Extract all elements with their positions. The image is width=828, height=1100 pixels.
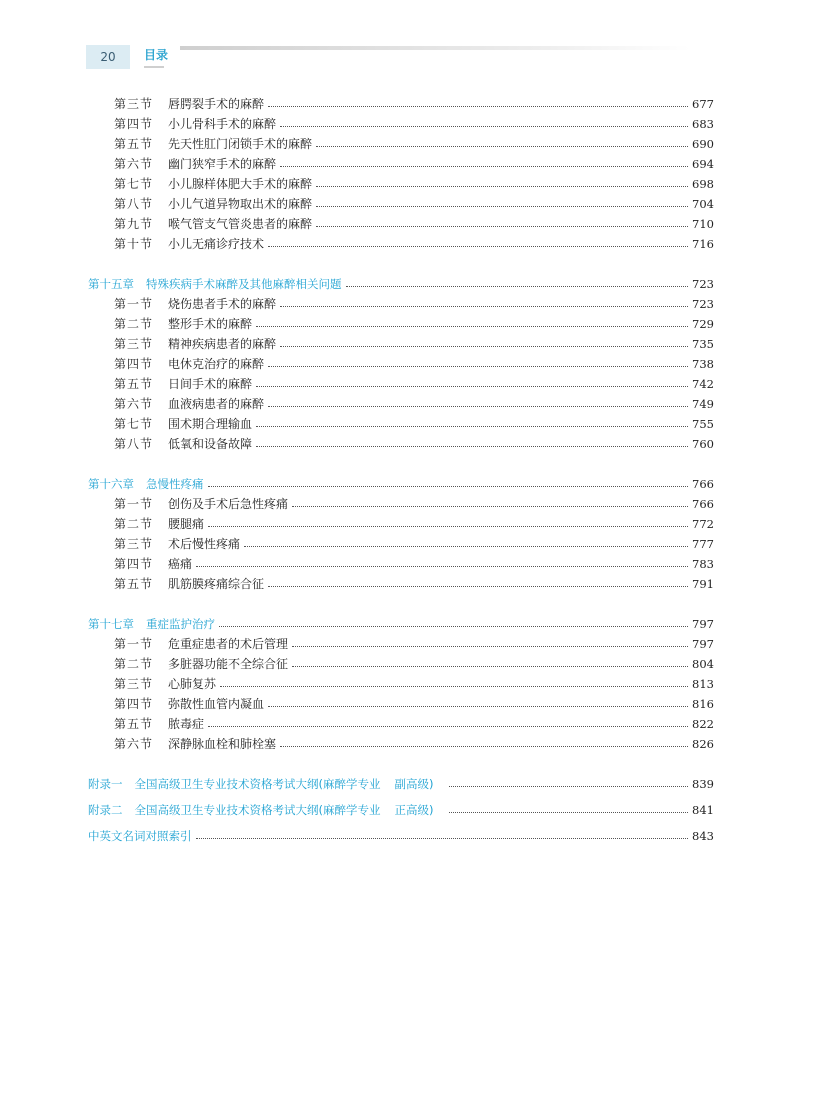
dot-leader	[316, 145, 688, 147]
dot-leader	[256, 325, 688, 327]
section-title: 围术期合理输血	[168, 417, 253, 431]
section-page: 813	[692, 677, 714, 691]
section-title: 癌痛	[168, 557, 193, 571]
section-page: 783	[692, 557, 714, 571]
dot-leader	[316, 205, 688, 207]
section-number: 第十节	[114, 237, 154, 251]
section-page: 760	[692, 437, 714, 451]
toc-section-row[interactable]	[114, 294, 714, 314]
section-number: 第九节	[114, 217, 154, 231]
section-page: 755	[692, 417, 714, 431]
section-title: 精神疾病患者的麻醉	[168, 337, 277, 351]
dot-leader	[280, 125, 688, 127]
dot-leader	[268, 365, 688, 367]
section-number: 第七节	[114, 417, 154, 431]
toc-index-row[interactable]	[88, 826, 714, 846]
appendix-title-main: 全国高级卫生专业技术资格考试大纲(麻醉学专业	[134, 777, 381, 791]
section-number: 第一节	[114, 497, 154, 511]
section-title: 弥散性血管内凝血	[168, 697, 265, 711]
dot-leader	[268, 245, 688, 247]
section-title: 腰腿痛	[168, 517, 205, 531]
chapter-number: 第十五章	[88, 277, 134, 291]
section-page: 797	[692, 637, 714, 651]
toc-appendix-row[interactable]	[88, 774, 714, 794]
section-page: 777	[692, 537, 714, 551]
dot-leader	[268, 705, 688, 707]
section-page: 735	[692, 337, 714, 351]
toc-section-row[interactable]	[114, 514, 714, 534]
appendix-title	[135, 800, 434, 820]
section-title: 电休克治疗的麻醉	[168, 357, 265, 371]
dot-leader	[196, 837, 689, 839]
section-title: 整形手术的麻醉	[168, 317, 253, 331]
section-page: 804	[692, 657, 714, 671]
section-number: 第四节	[114, 117, 154, 131]
section-number: 第三节	[114, 537, 154, 551]
dot-leader	[244, 545, 688, 547]
toc-section-row[interactable]	[114, 214, 714, 234]
section-title: 创伤及手术后急性疼痛	[168, 497, 289, 511]
page-number-badge: 20	[86, 45, 130, 69]
chapter-page: 797	[692, 617, 714, 631]
toc-section-row[interactable]	[114, 134, 714, 154]
chapter-number: 第十六章	[88, 477, 134, 491]
dot-leader	[256, 445, 688, 447]
section-number: 第五节	[114, 377, 154, 391]
section-number: 第五节	[114, 717, 154, 731]
toc-section-row[interactable]	[114, 94, 714, 114]
appendix-title-level: 正高级)	[394, 803, 434, 817]
dot-leader	[316, 185, 688, 187]
section-page: 749	[692, 397, 714, 411]
dot-leader	[280, 305, 688, 307]
toc-section-row[interactable]	[114, 354, 714, 374]
section-title: 烧伤患者手术的麻醉	[168, 297, 277, 311]
toc-section-row[interactable]	[114, 314, 714, 334]
appendix-title-main: 全国高级卫生专业技术资格考试大纲(麻醉学专业	[134, 803, 381, 817]
section-title: 小儿骨科手术的麻醉	[168, 117, 277, 131]
toc-section-row[interactable]	[114, 554, 714, 574]
section-title: 唇腭裂手术的麻醉	[168, 97, 265, 111]
section-page: 716	[692, 237, 714, 251]
toc-section-row[interactable]	[114, 694, 714, 714]
section-title: 术后慢性疼痛	[168, 537, 241, 551]
dot-leader	[208, 485, 689, 487]
page-header	[0, 0, 828, 80]
section-number: 第二节	[114, 317, 154, 331]
section-page: 816	[692, 697, 714, 711]
appendix-number: 附录二	[88, 803, 123, 817]
section-title: 血液病患者的麻醉	[168, 397, 265, 411]
section-number: 第五节	[114, 577, 154, 591]
section-number: 第六节	[114, 737, 154, 751]
toc-section-row[interactable]	[114, 334, 714, 354]
header-tick	[144, 66, 164, 68]
toc-section-row[interactable]	[114, 434, 714, 454]
toc-section-row[interactable]	[114, 574, 714, 594]
chapter-page: 723	[692, 277, 714, 291]
section-page: 698	[692, 177, 714, 191]
section-number: 第四节	[114, 557, 154, 571]
dot-leader	[256, 385, 688, 387]
toc-section-row[interactable]	[114, 494, 714, 514]
section-title: 先天性肛门闭锁手术的麻醉	[168, 137, 313, 151]
toc-section-row[interactable]	[114, 674, 714, 694]
toc-chapter-row[interactable]	[88, 614, 714, 634]
section-number: 第二节	[114, 517, 154, 531]
section-title: 低氧和设备故障	[168, 437, 253, 451]
section-page: 683	[692, 117, 714, 131]
toc-section-row[interactable]	[114, 634, 714, 654]
dot-leader	[280, 165, 688, 167]
toc-section-row[interactable]	[114, 654, 714, 674]
dot-leader	[208, 525, 688, 527]
section-page: 723	[692, 297, 714, 311]
section-number: 第八节	[114, 197, 154, 211]
section-title: 小儿无痛诊疗技术	[168, 237, 265, 251]
section-title: 小儿腺样体肥大手术的麻醉	[168, 177, 313, 191]
section-title: 日间手术的麻醉	[168, 377, 253, 391]
toc-section-row[interactable]	[114, 374, 714, 394]
toc-section-row[interactable]	[114, 154, 714, 174]
index-title: 中英文名词对照索引	[88, 829, 192, 843]
dot-leader	[280, 345, 688, 347]
section-page: 690	[692, 137, 714, 151]
section-number: 第六节	[114, 397, 154, 411]
appendix-page: 839	[692, 777, 714, 791]
section-title: 幽门狭窄手术的麻醉	[168, 157, 277, 171]
section-number: 第一节	[114, 297, 154, 311]
section-number: 第四节	[114, 697, 154, 711]
toc-section-row[interactable]	[114, 394, 714, 414]
toc-chapter-row[interactable]	[88, 274, 714, 294]
dot-leader	[449, 811, 688, 813]
section-page: 704	[692, 197, 714, 211]
section-title: 多脏器功能不全综合征	[168, 657, 289, 671]
chapter-page: 766	[692, 477, 714, 491]
section-number: 第三节	[114, 337, 154, 351]
section-page: 791	[692, 577, 714, 591]
dot-leader	[256, 425, 688, 427]
toc-section-row[interactable]	[114, 534, 714, 554]
dot-leader	[346, 285, 689, 287]
dot-leader	[208, 725, 688, 727]
toc-section-row[interactable]	[114, 114, 714, 134]
dot-leader	[268, 105, 688, 107]
appendix-number: 附录一	[88, 777, 123, 791]
section-title: 喉气管支气管炎患者的麻醉	[168, 217, 313, 231]
section-page: 729	[692, 317, 714, 331]
section-page: 826	[692, 737, 714, 751]
toc-section-row[interactable]	[114, 174, 714, 194]
section-number: 第七节	[114, 177, 154, 191]
section-page: 822	[692, 717, 714, 731]
section-page: 694	[692, 157, 714, 171]
section-page: 677	[692, 97, 714, 111]
section-number: 第三节	[114, 97, 154, 111]
chapter-title: 特殊疾病手术麻醉及其他麻醉相关问题	[146, 277, 342, 291]
section-title: 心肺复苏	[168, 677, 217, 691]
section-number: 第八节	[114, 437, 154, 451]
dot-leader	[292, 665, 688, 667]
section-page: 710	[692, 217, 714, 231]
header-rule	[180, 46, 690, 50]
toc-section-row[interactable]	[114, 234, 714, 254]
section-number: 第四节	[114, 357, 154, 371]
chapter-number: 第十七章	[88, 617, 134, 631]
dot-leader	[268, 585, 688, 587]
index-page: 843	[692, 829, 714, 843]
section-page: 742	[692, 377, 714, 391]
dot-leader	[219, 625, 688, 627]
section-number: 第五节	[114, 137, 154, 151]
dot-leader	[220, 685, 688, 687]
section-title: 小儿气道异物取出术的麻醉	[168, 197, 313, 211]
dot-leader	[268, 405, 688, 407]
dot-leader	[292, 505, 688, 507]
toc-section-row[interactable]	[114, 194, 714, 214]
section-number: 第一节	[114, 637, 154, 651]
toc-section-row[interactable]	[114, 734, 714, 754]
section-number: 第三节	[114, 677, 154, 691]
section-title: 肌筋膜疼痛综合征	[168, 577, 265, 591]
dot-leader	[449, 785, 688, 787]
section-title: 脓毒症	[168, 717, 205, 731]
chapter-title: 重症监护治疗	[146, 617, 215, 631]
toc-chapter-row[interactable]	[88, 474, 714, 494]
section-number: 第六节	[114, 157, 154, 171]
section-number: 第二节	[114, 657, 154, 671]
section-page: 772	[692, 517, 714, 531]
appendix-title	[135, 774, 434, 794]
toc-section-row[interactable]	[114, 414, 714, 434]
section-page: 738	[692, 357, 714, 371]
dot-leader	[280, 745, 688, 747]
toc-appendix-row[interactable]	[88, 800, 714, 820]
dot-leader	[316, 225, 688, 227]
header-title: 目录	[144, 48, 169, 62]
appendix-page: 841	[692, 803, 714, 817]
chapter-title: 急慢性疼痛	[146, 477, 204, 491]
section-page: 766	[692, 497, 714, 511]
section-title: 深静脉血栓和肺栓塞	[168, 737, 277, 751]
dot-leader	[292, 645, 688, 647]
toc-section-row[interactable]	[114, 714, 714, 734]
appendix-title-level: 副高级)	[394, 777, 434, 791]
dot-leader	[196, 565, 688, 567]
section-title: 危重症患者的术后管理	[168, 637, 289, 651]
